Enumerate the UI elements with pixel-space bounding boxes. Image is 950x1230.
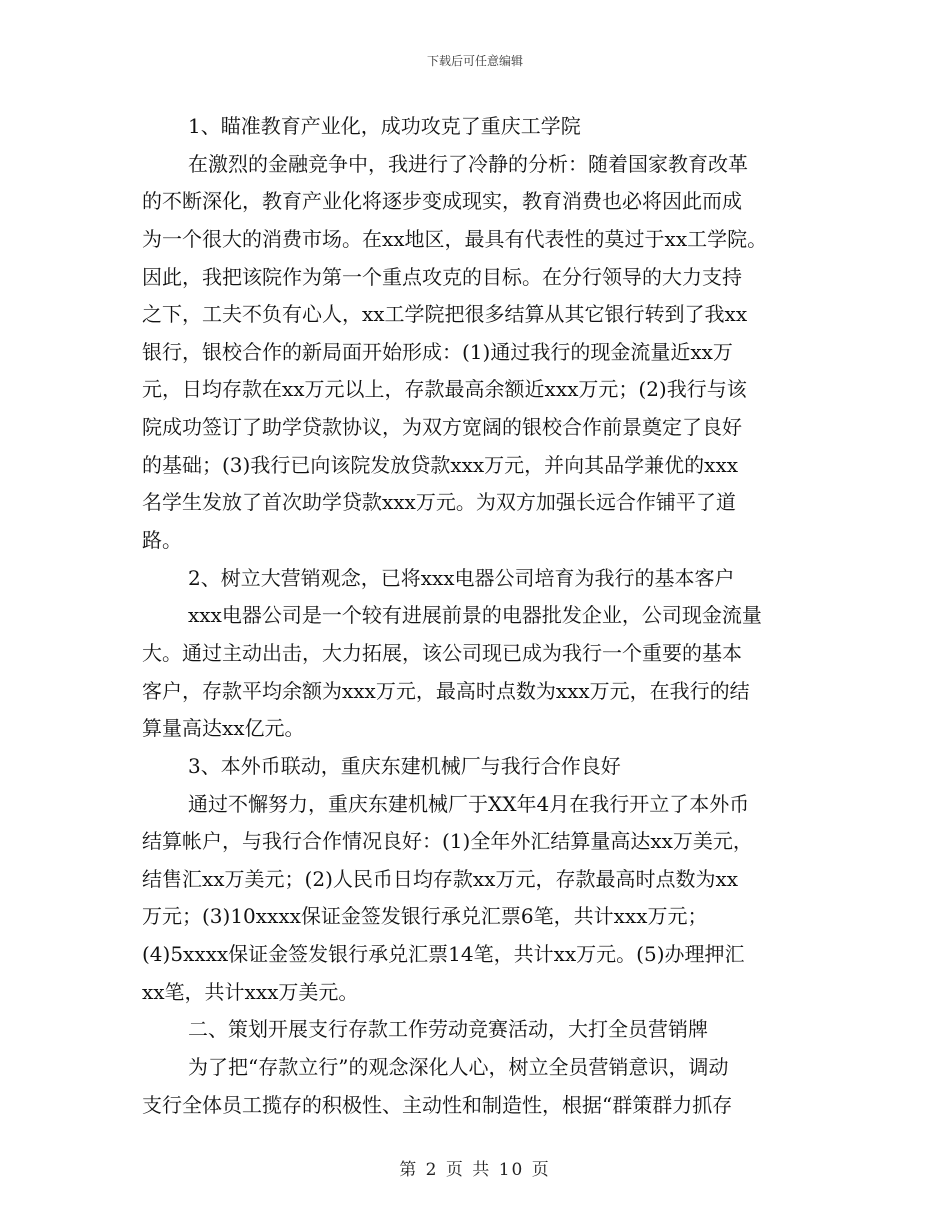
- paragraph-line: 元，日均存款在xx万元以上，存款最高余额近xxx万元；(2)我行与该: [142, 377, 747, 402]
- section-heading: 二、策划开展支行存款工作劳动竞赛活动，大打全员营销牌: [188, 1017, 708, 1042]
- paragraph-line: xxx电器公司是一个较有进展前景的电器批发企业，公司现金流量: [188, 603, 762, 628]
- paragraph-line: 算量高达xx亿元。: [142, 716, 305, 741]
- paragraph-line: 院成功签订了助学贷款协议，为双方宽阔的银校合作前景奠定了良好: [142, 415, 742, 440]
- paragraph-line: xx笔，共计xxx万美元。: [142, 979, 359, 1004]
- page-header: 下载后可任意编辑: [426, 54, 523, 68]
- paragraph-line: 万元；(3)10xxxx保证金签发银行承兑汇票6笔，共计xxx万元；: [142, 904, 708, 929]
- paragraph-line: 支行全体员工揽存的积极性、主动性和制造性，根据“群策群力抓存: [142, 1092, 733, 1117]
- paragraph-line: 为了把“存款立行”的观念深化人心，树立全员营销意识，调动: [188, 1055, 729, 1080]
- section-heading: 2、树立大营销观念，已将xxx电器公司培育为我行的基本客户: [188, 565, 735, 590]
- page-footer: 第 2 页 共 10 页: [399, 1160, 551, 1180]
- paragraph-line: 结售汇xx万美元；(2)人民币日均存款xx万元，存款最高时点数为xx: [142, 866, 739, 891]
- paragraph-line: 通过不懈努力，重庆东建机械厂于XX年4月在我行开立了本外币: [188, 791, 750, 816]
- document-body: [142, 108, 822, 1124]
- paragraph-line: 之下，工夫不负有心人，xx工学院把很多结算从其它银行转到了我xx: [142, 302, 748, 327]
- paragraph-line: 名学生发放了首次助学贷款xxx万元。为双方加强长远合作铺平了道: [142, 490, 736, 515]
- section-heading: 1、瞄准教育产业化，成功攻克了重庆工学院: [188, 114, 581, 138]
- paragraph-line: 银行，银校合作的新局面开始形成：(1)通过我行的现金流量近xx万: [142, 339, 733, 364]
- paragraph-line: 在激烈的金融竞争中，我进行了冷静的分析：随着国家教育改革: [188, 151, 748, 176]
- section-heading: 3、本外币联动，重庆东建机械厂与我行合作良好: [188, 753, 621, 778]
- paragraph-line: (4)5xxxx保证金签发银行承兑汇票14笔，共计xx万元。(5)办理押汇: [142, 942, 745, 967]
- paragraph-line: 结算帐户，与我行合作情况良好：(1)全年外汇结算量高达xx万美元，: [142, 829, 753, 854]
- paragraph-line: 为一个很大的消费市场。在xx地区，最具有代表性的莫过于xx工学院。: [142, 226, 768, 251]
- paragraph-line: 客户，存款平均余额为xxx万元，最高时点数为xxx万元，在我行的结: [142, 678, 750, 703]
- paragraph-line: 因此，我把该院作为第一个重点攻克的目标。在分行领导的大力支持: [142, 264, 742, 289]
- paragraph-line: 的基础；(3)我行已向该院发放贷款xxx万元，并向其品学兼优的xxx: [142, 452, 739, 477]
- paragraph-line: 的不断深化，教育产业化将逐步变成现实，教育消费也必将因此而成: [142, 189, 742, 214]
- paragraph-line: 大。通过主动出击，大力拓展，该公司现已成为我行一个重要的基本: [142, 640, 742, 665]
- paragraph-line: 路。: [142, 528, 182, 553]
